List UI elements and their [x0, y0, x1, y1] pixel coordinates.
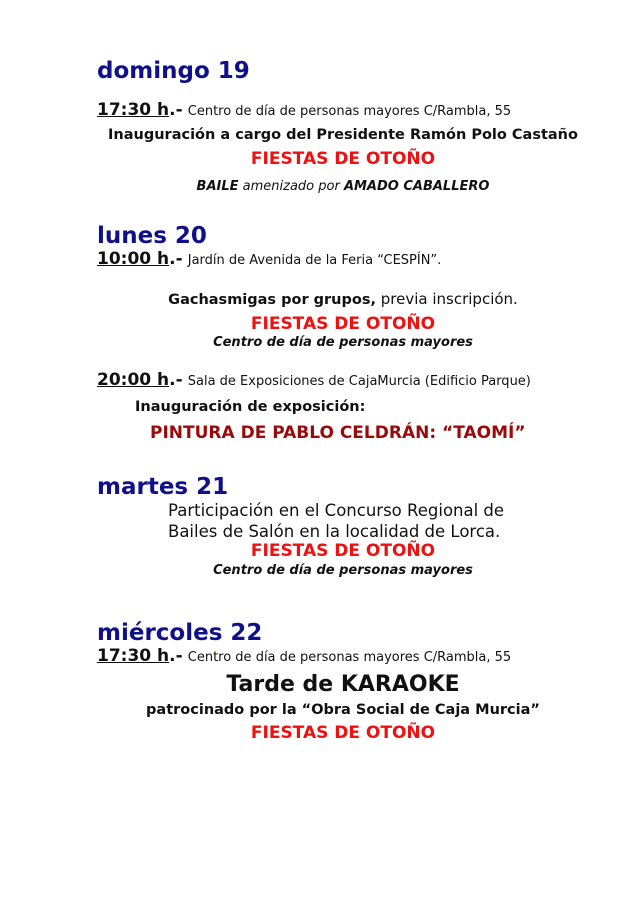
- event-time-line: [97, 372, 531, 389]
- event-time: 10:00 h: [97, 249, 170, 269]
- baile-line: [46, 177, 640, 193]
- separator: .-: [169, 646, 183, 666]
- sponsor-line: patrocinado por la “Obra Social de Caja Murcia”: [146, 702, 540, 718]
- separator: .-: [169, 370, 183, 390]
- venue-label: Centro de día de personas mayores: [213, 563, 473, 578]
- inscription-note: previa inscripción.: [376, 290, 518, 308]
- separator: .-: [169, 249, 183, 269]
- fiestas-label: FIESTAS DE OTOÑO: [250, 149, 436, 169]
- day-heading: domingo 19: [97, 58, 250, 84]
- performer: AMADO CABALLERO: [343, 179, 490, 194]
- event-time: 17:30 h: [97, 646, 170, 666]
- day-heading: lunes 20: [97, 223, 207, 249]
- baile-connector: amenizado por: [238, 179, 344, 194]
- event-time-line: [97, 251, 441, 268]
- fiestas-label: FIESTAS DE OTOÑO: [250, 314, 436, 334]
- event-place: Sala de Exposiciones de CajaMurcia (Edificio Parque): [187, 374, 531, 389]
- event-time-line: [97, 102, 511, 119]
- event-description: Participación en el Concurso Regional de: [168, 501, 505, 520]
- event-place: Jardín de Avenida de la Feria “CESPÍN”.: [187, 253, 442, 268]
- fiestas-label: FIESTAS DE OTOÑO: [250, 541, 436, 561]
- event-time: 20:00 h: [97, 370, 170, 390]
- gachasmigas: Gachasmigas por grupos,: [168, 292, 376, 308]
- day-heading: miércoles 22: [97, 620, 263, 646]
- exhibition-label: Inauguración de exposición:: [135, 399, 366, 415]
- fiestas-label: FIESTAS DE OTOÑO: [250, 723, 436, 743]
- day-heading: martes 21: [97, 474, 229, 500]
- event-description: Inauguración a cargo del Presidente Ramón Polo Castaño: [108, 127, 578, 143]
- gachasmigas-line: [46, 291, 640, 308]
- event-place: Centro de día de personas mayores C/Rambla, 55: [187, 650, 512, 665]
- event-time: 17:30 h: [97, 100, 170, 120]
- event-place: Centro de día de personas mayores C/Rambla, 55: [187, 104, 512, 119]
- baile: BAILE: [196, 179, 239, 194]
- event-description: Bailes de Salón en la localidad de Lorca.: [168, 522, 501, 541]
- karaoke-title: Tarde de KARAOKE: [226, 672, 460, 697]
- venue-label: Centro de día de personas mayores: [213, 335, 473, 350]
- event-time-line: [97, 648, 511, 665]
- separator: .-: [169, 100, 183, 120]
- exhibition-title: PINTURA DE PABLO CELDRÁN: “TAOMÍ”: [150, 423, 526, 443]
